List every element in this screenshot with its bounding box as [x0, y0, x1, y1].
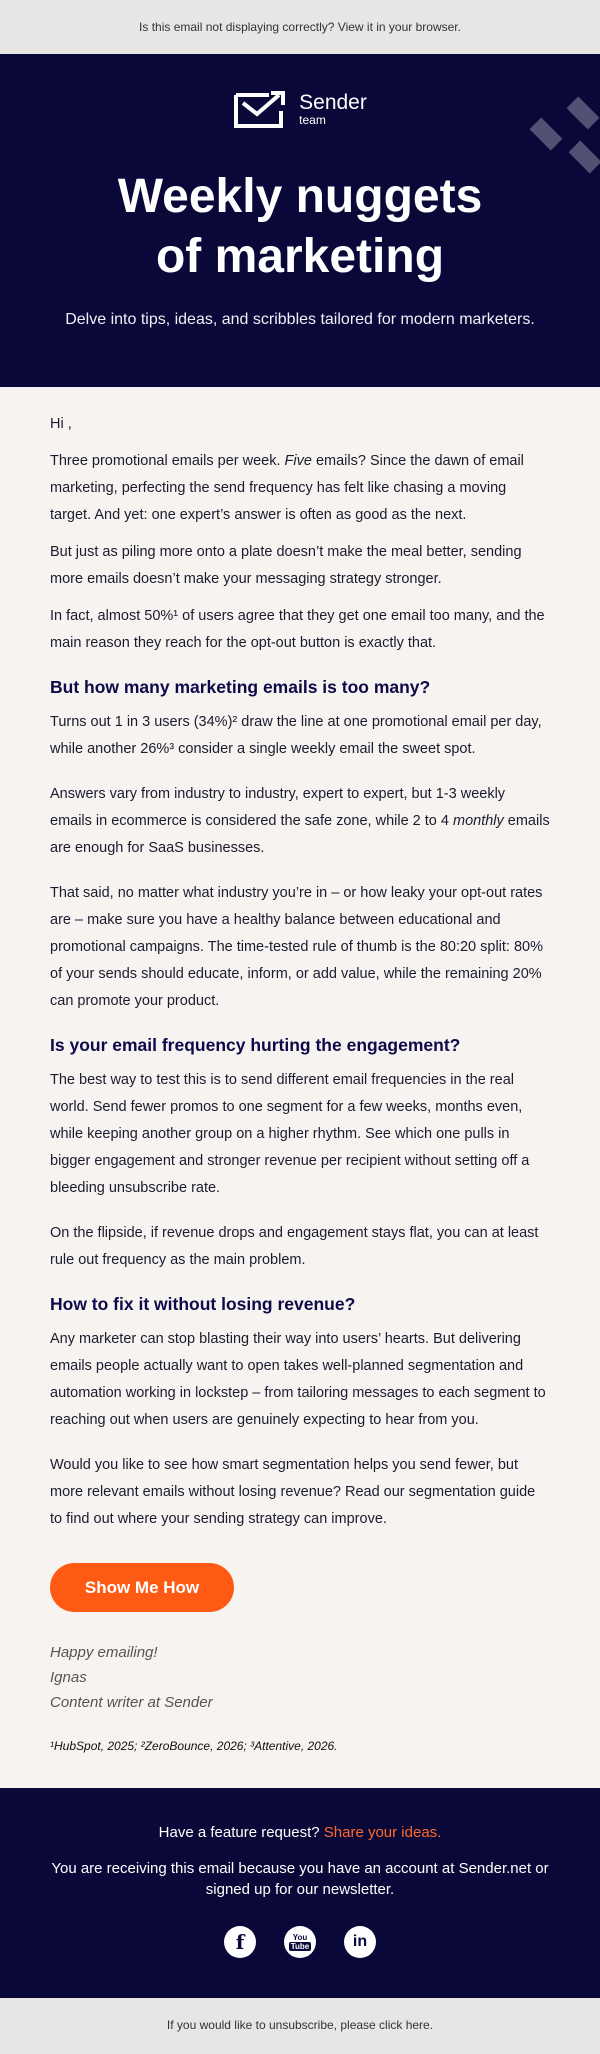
logo-name: Sender — [299, 91, 367, 114]
paragraph: That said, no matter what industry you’re in – or how leaky your opt-out rates are – make sure you have a healthy balance between educational and promotional campaigns. The time-tested rule of thumb is the 80:20 split: 80% of your sends should educate, inform, or add value, while the remaining 20% can promote your product. — [50, 885, 543, 1009]
footer-notice: You are receiving this email because you have an account at Sender.net or signed up for our newsletter. — [51, 1860, 549, 1898]
hero-banner — [0, 54, 600, 387]
paragraph: The best way to test this is to send different email frequencies in the real world. Send fewer promos to one segment for a few weeks, months even, while keeping another group on a higher rhythm. See which one pulls in bigger engagement and stronger revenue per recipient without setting off a bleeding unsubscribe rate. — [50, 1072, 530, 1196]
paragraph: Three promotional emails per week. Five emails? Since the dawn of email marketing, perfecting the send frequency has felt like chasing a moving target. And yet: one expert’s answer is often as good as the next. — [50, 453, 524, 523]
hero-title-line: Weekly nuggets — [117, 170, 483, 223]
facebook-icon[interactable]: f — [224, 1926, 256, 1958]
unsubscribe-bar[interactable] — [0, 1998, 600, 2052]
signoff-line: Happy emailing! — [50, 1644, 158, 1661]
paragraph: Answers vary from industry to industry, expert to expert, but 1-3 weekly emails in ecommerce is considered the safe zone, while 2 to 4 monthly emails are enough for SaaS businesses. — [50, 786, 550, 856]
signoff — [50, 1640, 550, 1715]
signoff-name: Ignas — [50, 1669, 87, 1686]
signoff-role: Content writer at Sender — [50, 1694, 213, 1711]
hero-title-line: of marketing — [155, 230, 445, 283]
sender-logo[interactable] — [0, 89, 600, 129]
greeting: Hi , — [50, 416, 72, 432]
paragraph: Any marketer can stop blasting their way into users’ hearts. But delivering emails people actually want to open takes well-planned segmentation and automation working in lockstep – from tailoring messages to each segment to reaching out when users are genuinely expecting to hear from you. — [50, 1331, 546, 1428]
share-ideas-link[interactable]: Share your ideas. — [323, 1824, 442, 1841]
hero-title — [0, 167, 600, 287]
footnote-references: ¹HubSpot, 2025; ²ZeroBounce, 2026; ³Attentive, 2026. — [50, 1739, 338, 1753]
unsubscribe-link[interactable]: If you would like to unsubscribe, please click here. — [166, 2018, 434, 2032]
feature-request-line: Have a feature request? Share your ideas. — [158, 1824, 442, 1841]
paragraph: Turns out 1 in 3 users (34%)² draw the line at one promotional email per day, while another 26%³ consider a single weekly email the sweet spot. — [50, 714, 542, 757]
envelope-check-icon — [233, 89, 287, 129]
footer — [0, 1788, 600, 1998]
hero-subtitle: Delve into tips, ideas, and scribbles tailored for modern marketers. — [65, 311, 535, 328]
section-heading: How to fix it without losing revenue? — [50, 1294, 356, 1314]
paragraph: But just as piling more onto a plate doesn’t make the meal better, sending more emails doesn’t make your messaging strategy stronger. — [50, 544, 522, 587]
social-links — [0, 1926, 600, 1958]
paragraph: In fact, almost 50%¹ of users agree that they get one email too many, and the main reason they reach for the opt-out button is exactly that. — [50, 608, 545, 651]
logo-sub: team — [299, 113, 326, 127]
youtube-icon[interactable]: You Tube — [284, 1926, 316, 1958]
paragraph: Would you like to see how smart segmentation helps you send fewer, but more relevant emails without losing revenue? Read our segmentation guide to find out where your sending strategy can improve. — [50, 1457, 536, 1527]
section-heading: But how many marketing emails is too many? — [50, 677, 431, 697]
show-me-how-button[interactable]: Show Me How — [50, 1563, 234, 1612]
paragraph: On the flipside, if revenue drops and engagement stays flat, you can at least rule out frequency as the main problem. — [50, 1225, 539, 1268]
linkedin-icon[interactable]: in — [344, 1926, 376, 1958]
view-in-browser-bar[interactable] — [0, 0, 600, 54]
section-heading: Is your email frequency hurting the engagement? — [50, 1035, 461, 1055]
email-body — [0, 387, 600, 1788]
view-in-browser-link[interactable]: Is this email not displaying correctly? View it in your browser. — [139, 20, 461, 34]
